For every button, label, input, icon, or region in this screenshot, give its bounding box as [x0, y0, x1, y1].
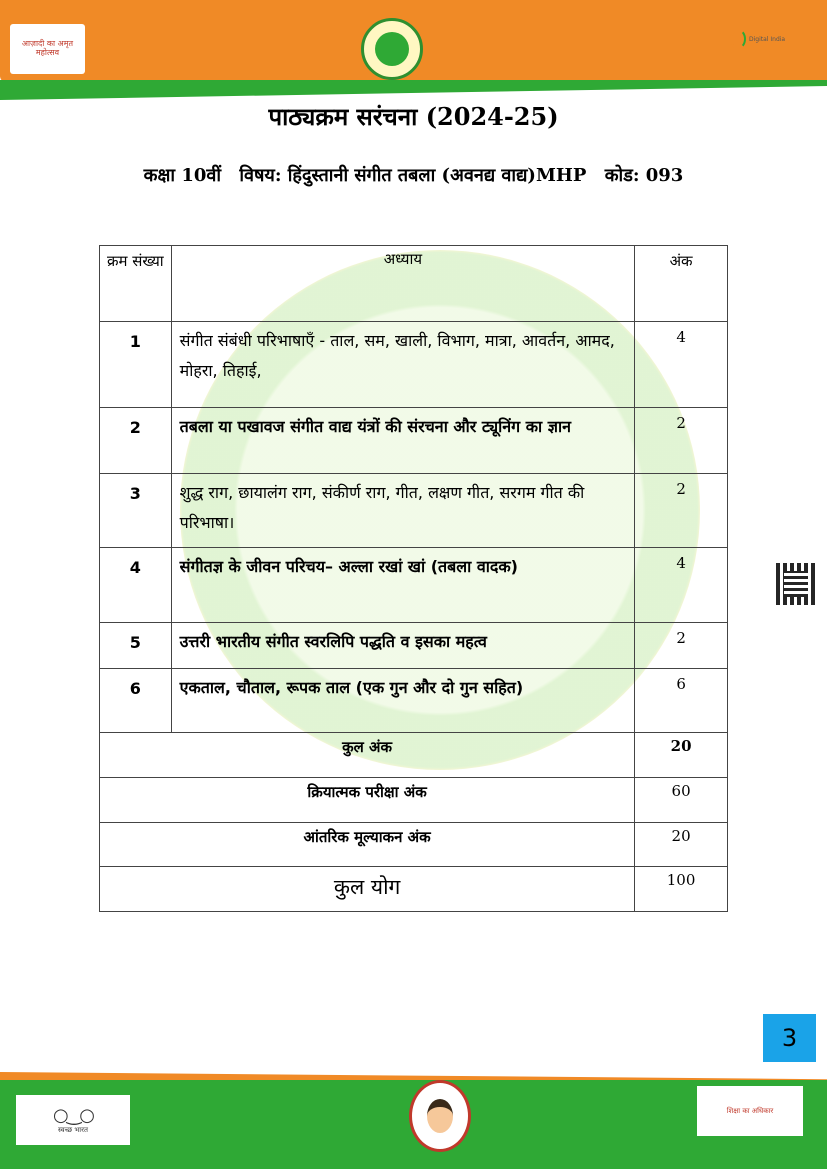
row-serial: 6	[100, 669, 172, 733]
table-row	[100, 322, 728, 408]
row-marks: 6	[635, 669, 728, 733]
header-chapter: अध्याय	[171, 246, 635, 322]
row-serial: 2	[100, 408, 172, 474]
qr-code	[776, 563, 816, 605]
summary-row	[100, 733, 728, 778]
row-chapter: उत्तरी भारतीय संगीत स्वरलिपि पद्धति व इसका महत्व	[171, 623, 635, 669]
row-chapter: संगीतज्ञ के जीवन परिचय– अल्ला रखां खां (तबला वादक)	[171, 548, 635, 623]
subject-label: विषय: हिंदुस्तानी संगीत तबला (अवनद्य वाद्य)MHP	[239, 165, 587, 186]
row-chapter: संगीत संबंधी परिभाषाएँ - ताल, सम, खाली, विभाग, मात्रा, आवर्तन, आमद, मोहरा, तिहाई,	[171, 322, 635, 408]
summary-row	[100, 823, 728, 867]
row-serial: 5	[100, 623, 172, 669]
rte-text: शिक्षा का अधिकार	[726, 1106, 774, 1115]
row-marks: 4	[635, 322, 728, 408]
row-marks: 2	[635, 623, 728, 669]
beti-bachao-logo	[409, 1080, 471, 1152]
summary-label: क्रियात्मक परीक्षा अंक	[100, 778, 635, 823]
summary-row	[100, 778, 728, 823]
swachh-bharat-text: स्वच्छ भारत	[58, 1126, 88, 1134]
table-row	[100, 548, 728, 623]
board-seal-logo	[361, 18, 423, 80]
rte-logo	[697, 1086, 803, 1136]
header-marks: अंक	[635, 246, 728, 322]
header-stripe	[0, 80, 827, 100]
summary-label: कुल अंक	[100, 733, 635, 778]
page-subtitle	[0, 163, 827, 187]
class-label: कक्षा 10वीं	[143, 165, 222, 186]
summary-label: आंतरिक मूल्याकन अंक	[100, 823, 635, 867]
row-serial: 1	[100, 322, 172, 408]
row-marks: 4	[635, 548, 728, 623]
row-chapter: एकताल, चौताल, रूपक ताल (एक गुन और दो गुन सहित)	[171, 669, 635, 733]
table-row	[100, 623, 728, 669]
azadi-logo	[10, 24, 85, 74]
code-label: कोड: 093	[604, 165, 684, 186]
row-serial: 3	[100, 474, 172, 548]
page-number: 3	[763, 1014, 816, 1062]
total-value: 100	[635, 867, 728, 912]
swachh-bharat-logo	[16, 1095, 130, 1145]
digital-india-icon	[730, 29, 746, 49]
table-row	[100, 408, 728, 474]
summary-value: 20	[635, 823, 728, 867]
row-chapter: शुद्ध राग, छायालंग राग, संकीर्ण राग, गीत, लक्षण गीत, सरगम गीत की परिभाषा।	[171, 474, 635, 548]
table-row	[100, 474, 728, 548]
digital-india-text: Digital India	[749, 35, 786, 43]
girl-icon	[427, 1099, 453, 1133]
summary-value: 20	[635, 733, 728, 778]
glasses-icon: ○‿○	[53, 1105, 93, 1126]
azadi-logo-text: आज़ादी का अमृत महोत्सव	[21, 39, 74, 57]
row-chapter: तबला या पखावज संगीत वाद्य यंत्रों की संरचना और ट्यूनिंग का ज्ञान	[171, 408, 635, 474]
summary-value: 60	[635, 778, 728, 823]
table-row	[100, 669, 728, 733]
summary-row	[100, 867, 728, 912]
total-label: कुल योग	[100, 867, 635, 912]
page-title: पाठ्यक्रम सरंचना (2024-25)	[268, 102, 559, 131]
table-header-row	[100, 246, 728, 322]
row-marks: 2	[635, 408, 728, 474]
seal-emblem-icon	[375, 32, 409, 66]
syllabus-table	[99, 245, 728, 912]
digital-india-logo	[730, 26, 798, 52]
header-serial: क्रम संख्या	[100, 246, 172, 322]
row-serial: 4	[100, 548, 172, 623]
row-marks: 2	[635, 474, 728, 548]
